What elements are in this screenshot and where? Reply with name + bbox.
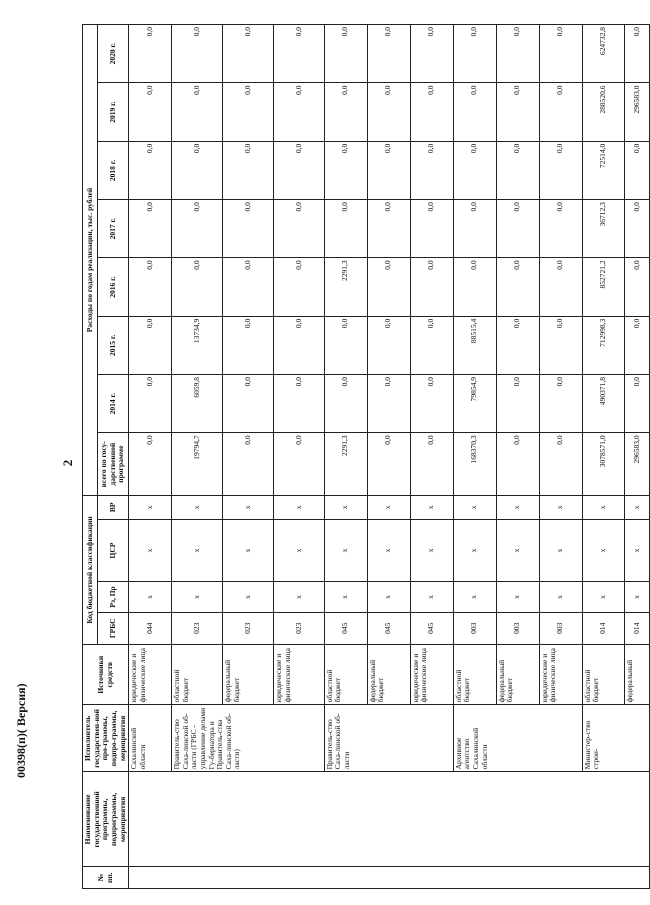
rzpr-cell: x <box>324 582 367 612</box>
rzpr-cell: x <box>222 582 273 612</box>
source-cell: юридические и физические лица <box>410 644 453 704</box>
year-value-cell: 624732,8 <box>582 25 625 83</box>
number-cell <box>129 867 650 889</box>
year-value-cell: 0,0 <box>222 141 273 199</box>
year-value-cell: 0,0 <box>625 200 650 258</box>
grbs-cell: 023 <box>273 612 324 644</box>
total-value-cell: 0,0 <box>222 433 273 496</box>
year-value-cell: 0,0 <box>324 316 367 374</box>
rotated-table-wrapper <box>82 24 647 889</box>
year-value-cell: 0,0 <box>410 25 453 83</box>
year-value-cell: 0,0 <box>129 141 172 199</box>
header-number: № пп. <box>83 867 129 889</box>
header-year: 2019 г. <box>98 83 129 141</box>
csr-cell: x <box>273 519 324 582</box>
year-value-cell: 0,0 <box>273 316 324 374</box>
header-budget-code: Код бюджетной классификации <box>83 495 98 644</box>
total-value-cell: 0,0 <box>496 433 539 496</box>
year-value-cell: 0,0 <box>222 258 273 316</box>
csr-cell: x <box>539 519 582 582</box>
year-value-cell: 0,0 <box>539 141 582 199</box>
source-cell: федеральный бюджет <box>367 644 410 704</box>
year-value-cell: 6059,8 <box>172 375 223 433</box>
grbs-cell: 003 <box>496 612 539 644</box>
rzpr-cell: x <box>273 582 324 612</box>
year-value-cell: 0,0 <box>625 25 650 83</box>
vr-cell: x <box>129 495 172 519</box>
csr-cell: x <box>129 519 172 582</box>
rzpr-cell: x <box>582 582 625 612</box>
rzpr-cell: x <box>453 582 496 612</box>
budget-table <box>82 24 650 889</box>
year-value-cell: 0,0 <box>625 258 650 316</box>
year-value-cell: 0,0 <box>222 316 273 374</box>
year-value-cell: 0,0 <box>273 83 324 141</box>
year-value-cell: 0,0 <box>324 141 367 199</box>
year-value-cell: 288520,6 <box>582 83 625 141</box>
year-value-cell: 0,0 <box>324 83 367 141</box>
vr-cell: x <box>367 495 410 519</box>
total-value-cell: 296583,0 <box>625 433 650 496</box>
csr-cell: x <box>453 519 496 582</box>
year-value-cell: 0,0 <box>410 83 453 141</box>
year-value-cell: 0,0 <box>324 25 367 83</box>
vr-cell: x <box>582 495 625 519</box>
header-csr: ЦСР <box>98 519 129 582</box>
year-value-cell: 852721,2 <box>582 258 625 316</box>
total-value-cell: 0,0 <box>129 433 172 496</box>
year-value-cell: 0,0 <box>273 375 324 433</box>
source-cell: федеральный бюджет <box>496 644 539 704</box>
total-value-cell: 3078571,0 <box>582 433 625 496</box>
total-value-cell: 19794,7 <box>172 433 223 496</box>
source-cell: областной бюджет <box>172 644 223 704</box>
header-year: 2020 г. <box>98 25 129 83</box>
year-value-cell: 0,0 <box>367 25 410 83</box>
year-value-cell: 0,0 <box>496 141 539 199</box>
table-row <box>582 25 625 889</box>
year-value-cell: 0,0 <box>172 141 223 199</box>
page-number: 2 <box>60 459 75 467</box>
executor-cell: Министер-ство строи- <box>582 705 650 772</box>
year-value-cell: 0,0 <box>222 83 273 141</box>
year-value-cell: 0,0 <box>172 25 223 83</box>
year-value-cell: 13734,9 <box>172 316 223 374</box>
year-value-cell: 0,0 <box>539 258 582 316</box>
grbs-cell: 045 <box>410 612 453 644</box>
rzpr-cell: x <box>172 582 223 612</box>
total-value-cell: 0,0 <box>273 433 324 496</box>
year-value-cell: 0,0 <box>222 200 273 258</box>
total-value-cell: 0,0 <box>410 433 453 496</box>
header-executor: Исполнитель государствен-ной про-граммы, подпро-граммы, мероприятия <box>83 705 129 772</box>
year-value-cell: 0,0 <box>273 200 324 258</box>
rzpr-cell: x <box>367 582 410 612</box>
header-year: 2015 г. <box>98 316 129 374</box>
total-value-cell: 0,0 <box>367 433 410 496</box>
header-total: всего по госу-дарственной программе <box>98 433 129 496</box>
year-value-cell: 0,0 <box>172 83 223 141</box>
header-rzpr: Рз, Пр <box>98 582 129 612</box>
year-value-cell: 0,0 <box>453 83 496 141</box>
executor-cell: Правитель-ство Саха-линской об-ласти (ГРБС - управление делами Гу-бернатора и Правитель-ства Саха-линской об-ласти) <box>172 705 325 772</box>
rzpr-cell: x <box>539 582 582 612</box>
year-value-cell: 0,0 <box>367 375 410 433</box>
year-value-cell: 0,0 <box>129 200 172 258</box>
source-cell: федеральный <box>625 644 650 704</box>
rzpr-cell: x <box>410 582 453 612</box>
header-year: 2014 г. <box>98 375 129 433</box>
source-cell: федеральный бюджет <box>222 644 273 704</box>
year-value-cell: 0,0 <box>453 258 496 316</box>
grbs-cell: 014 <box>582 612 625 644</box>
year-value-cell: 0,0 <box>496 258 539 316</box>
year-value-cell: 0,0 <box>496 200 539 258</box>
year-value-cell: 88515,4 <box>453 316 496 374</box>
year-value-cell: 0,0 <box>410 375 453 433</box>
header-expenses: Расходы по годам реализации, тыс. рублей <box>83 25 98 496</box>
vr-cell: x <box>625 495 650 519</box>
grbs-cell: 023 <box>172 612 223 644</box>
year-value-cell: 490371,8 <box>582 375 625 433</box>
header-source: Источники средств <box>83 644 129 704</box>
year-value-cell: 0,0 <box>273 258 324 316</box>
year-value-cell: 0,0 <box>367 141 410 199</box>
csr-cell: x <box>367 519 410 582</box>
table-row <box>453 25 496 889</box>
vr-cell: x <box>172 495 223 519</box>
csr-cell: x <box>496 519 539 582</box>
table-row <box>129 25 172 889</box>
year-value-cell: 0,0 <box>367 200 410 258</box>
header-grbs: ГРБС <box>98 612 129 644</box>
total-value-cell: 2291,3 <box>324 433 367 496</box>
csr-cell: x <box>222 519 273 582</box>
year-value-cell: 0,0 <box>625 316 650 374</box>
year-value-cell: 0,0 <box>496 83 539 141</box>
rzpr-cell: x <box>129 582 172 612</box>
source-cell: областной бюджет <box>582 644 625 704</box>
header-name: Наименование государственной программы, подпрограммы, мероприятия <box>83 772 129 867</box>
year-value-cell: 0,0 <box>222 375 273 433</box>
year-value-cell: 0,0 <box>172 258 223 316</box>
header-year: 2017 г. <box>98 200 129 258</box>
year-value-cell: 0,0 <box>539 200 582 258</box>
csr-cell: x <box>172 519 223 582</box>
year-value-cell: 0,0 <box>367 258 410 316</box>
vr-cell: x <box>222 495 273 519</box>
year-value-cell: 0,0 <box>496 25 539 83</box>
year-value-cell: 0,0 <box>453 25 496 83</box>
header-year: 2016 г. <box>98 258 129 316</box>
vr-cell: x <box>539 495 582 519</box>
year-value-cell: 0,0 <box>367 316 410 374</box>
vr-cell: x <box>273 495 324 519</box>
year-value-cell: 0,0 <box>539 316 582 374</box>
grbs-cell: 045 <box>367 612 410 644</box>
year-value-cell: 0,0 <box>410 141 453 199</box>
name-cell <box>129 772 650 867</box>
year-value-cell: 0,0 <box>410 316 453 374</box>
source-cell: юридические и физические лица <box>129 644 172 704</box>
year-value-cell: 296583,0 <box>625 83 650 141</box>
year-value-cell: 0,0 <box>625 375 650 433</box>
year-value-cell: 0,0 <box>129 83 172 141</box>
year-value-cell: 0,0 <box>539 375 582 433</box>
year-value-cell: 36712,3 <box>582 200 625 258</box>
year-value-cell: 0,0 <box>410 258 453 316</box>
grbs-cell: 014 <box>625 612 650 644</box>
year-value-cell: 0,0 <box>496 375 539 433</box>
year-value-cell: 0,0 <box>496 316 539 374</box>
year-value-cell: 0,0 <box>324 200 367 258</box>
total-value-cell: 0,0 <box>539 433 582 496</box>
executor-cell: Сахалинской области <box>129 705 172 772</box>
total-value-cell: 168370,3 <box>453 433 496 496</box>
table-row <box>172 25 223 889</box>
year-value-cell: 0,0 <box>539 83 582 141</box>
year-value-cell: 0,0 <box>222 25 273 83</box>
year-value-cell: 0,0 <box>129 316 172 374</box>
executor-cell: Правитель-ство Саха-линской об-ласти <box>324 705 453 772</box>
grbs-cell: 003 <box>453 612 496 644</box>
year-value-cell: 79854,9 <box>453 375 496 433</box>
rzpr-cell: x <box>625 582 650 612</box>
year-value-cell: 0,0 <box>410 200 453 258</box>
year-value-cell: 0,0 <box>625 141 650 199</box>
grbs-cell: 044 <box>129 612 172 644</box>
grbs-cell: 023 <box>222 612 273 644</box>
year-value-cell: 712998,3 <box>582 316 625 374</box>
year-value-cell: 0,0 <box>129 375 172 433</box>
source-cell: юридические и физические лица <box>539 644 582 704</box>
year-value-cell: 0,0 <box>367 83 410 141</box>
csr-cell: x <box>582 519 625 582</box>
year-value-cell: 0,0 <box>453 141 496 199</box>
csr-cell: x <box>324 519 367 582</box>
year-value-cell: 0,0 <box>129 258 172 316</box>
year-value-cell: 0,0 <box>273 141 324 199</box>
header-year: 2018 г. <box>98 141 129 199</box>
year-value-cell: 0,0 <box>539 25 582 83</box>
year-value-cell: 0,0 <box>453 200 496 258</box>
table-body <box>129 25 650 889</box>
year-value-cell: 0,0 <box>129 25 172 83</box>
csr-cell: x <box>410 519 453 582</box>
year-value-cell: 0,0 <box>172 200 223 258</box>
document-version-code: 00398(п)( Версия) <box>14 683 28 778</box>
source-cell: областной бюджет <box>453 644 496 704</box>
vr-cell: x <box>496 495 539 519</box>
year-value-cell: 72514,0 <box>582 141 625 199</box>
source-cell: областной бюджет <box>324 644 367 704</box>
source-cell: юридические и физические лица <box>273 644 324 704</box>
table-row <box>324 25 367 889</box>
grbs-cell: 045 <box>324 612 367 644</box>
year-value-cell: 0,0 <box>273 25 324 83</box>
csr-cell: x <box>625 519 650 582</box>
grbs-cell: 003 <box>539 612 582 644</box>
year-value-cell: 0,0 <box>324 375 367 433</box>
year-value-cell: 2291,3 <box>324 258 367 316</box>
header-vr: ВР <box>98 495 129 519</box>
rzpr-cell: x <box>496 582 539 612</box>
vr-cell: x <box>324 495 367 519</box>
executor-cell: Архивное агентство Сахалинской области <box>453 705 582 772</box>
vr-cell: x <box>410 495 453 519</box>
vr-cell: x <box>453 495 496 519</box>
